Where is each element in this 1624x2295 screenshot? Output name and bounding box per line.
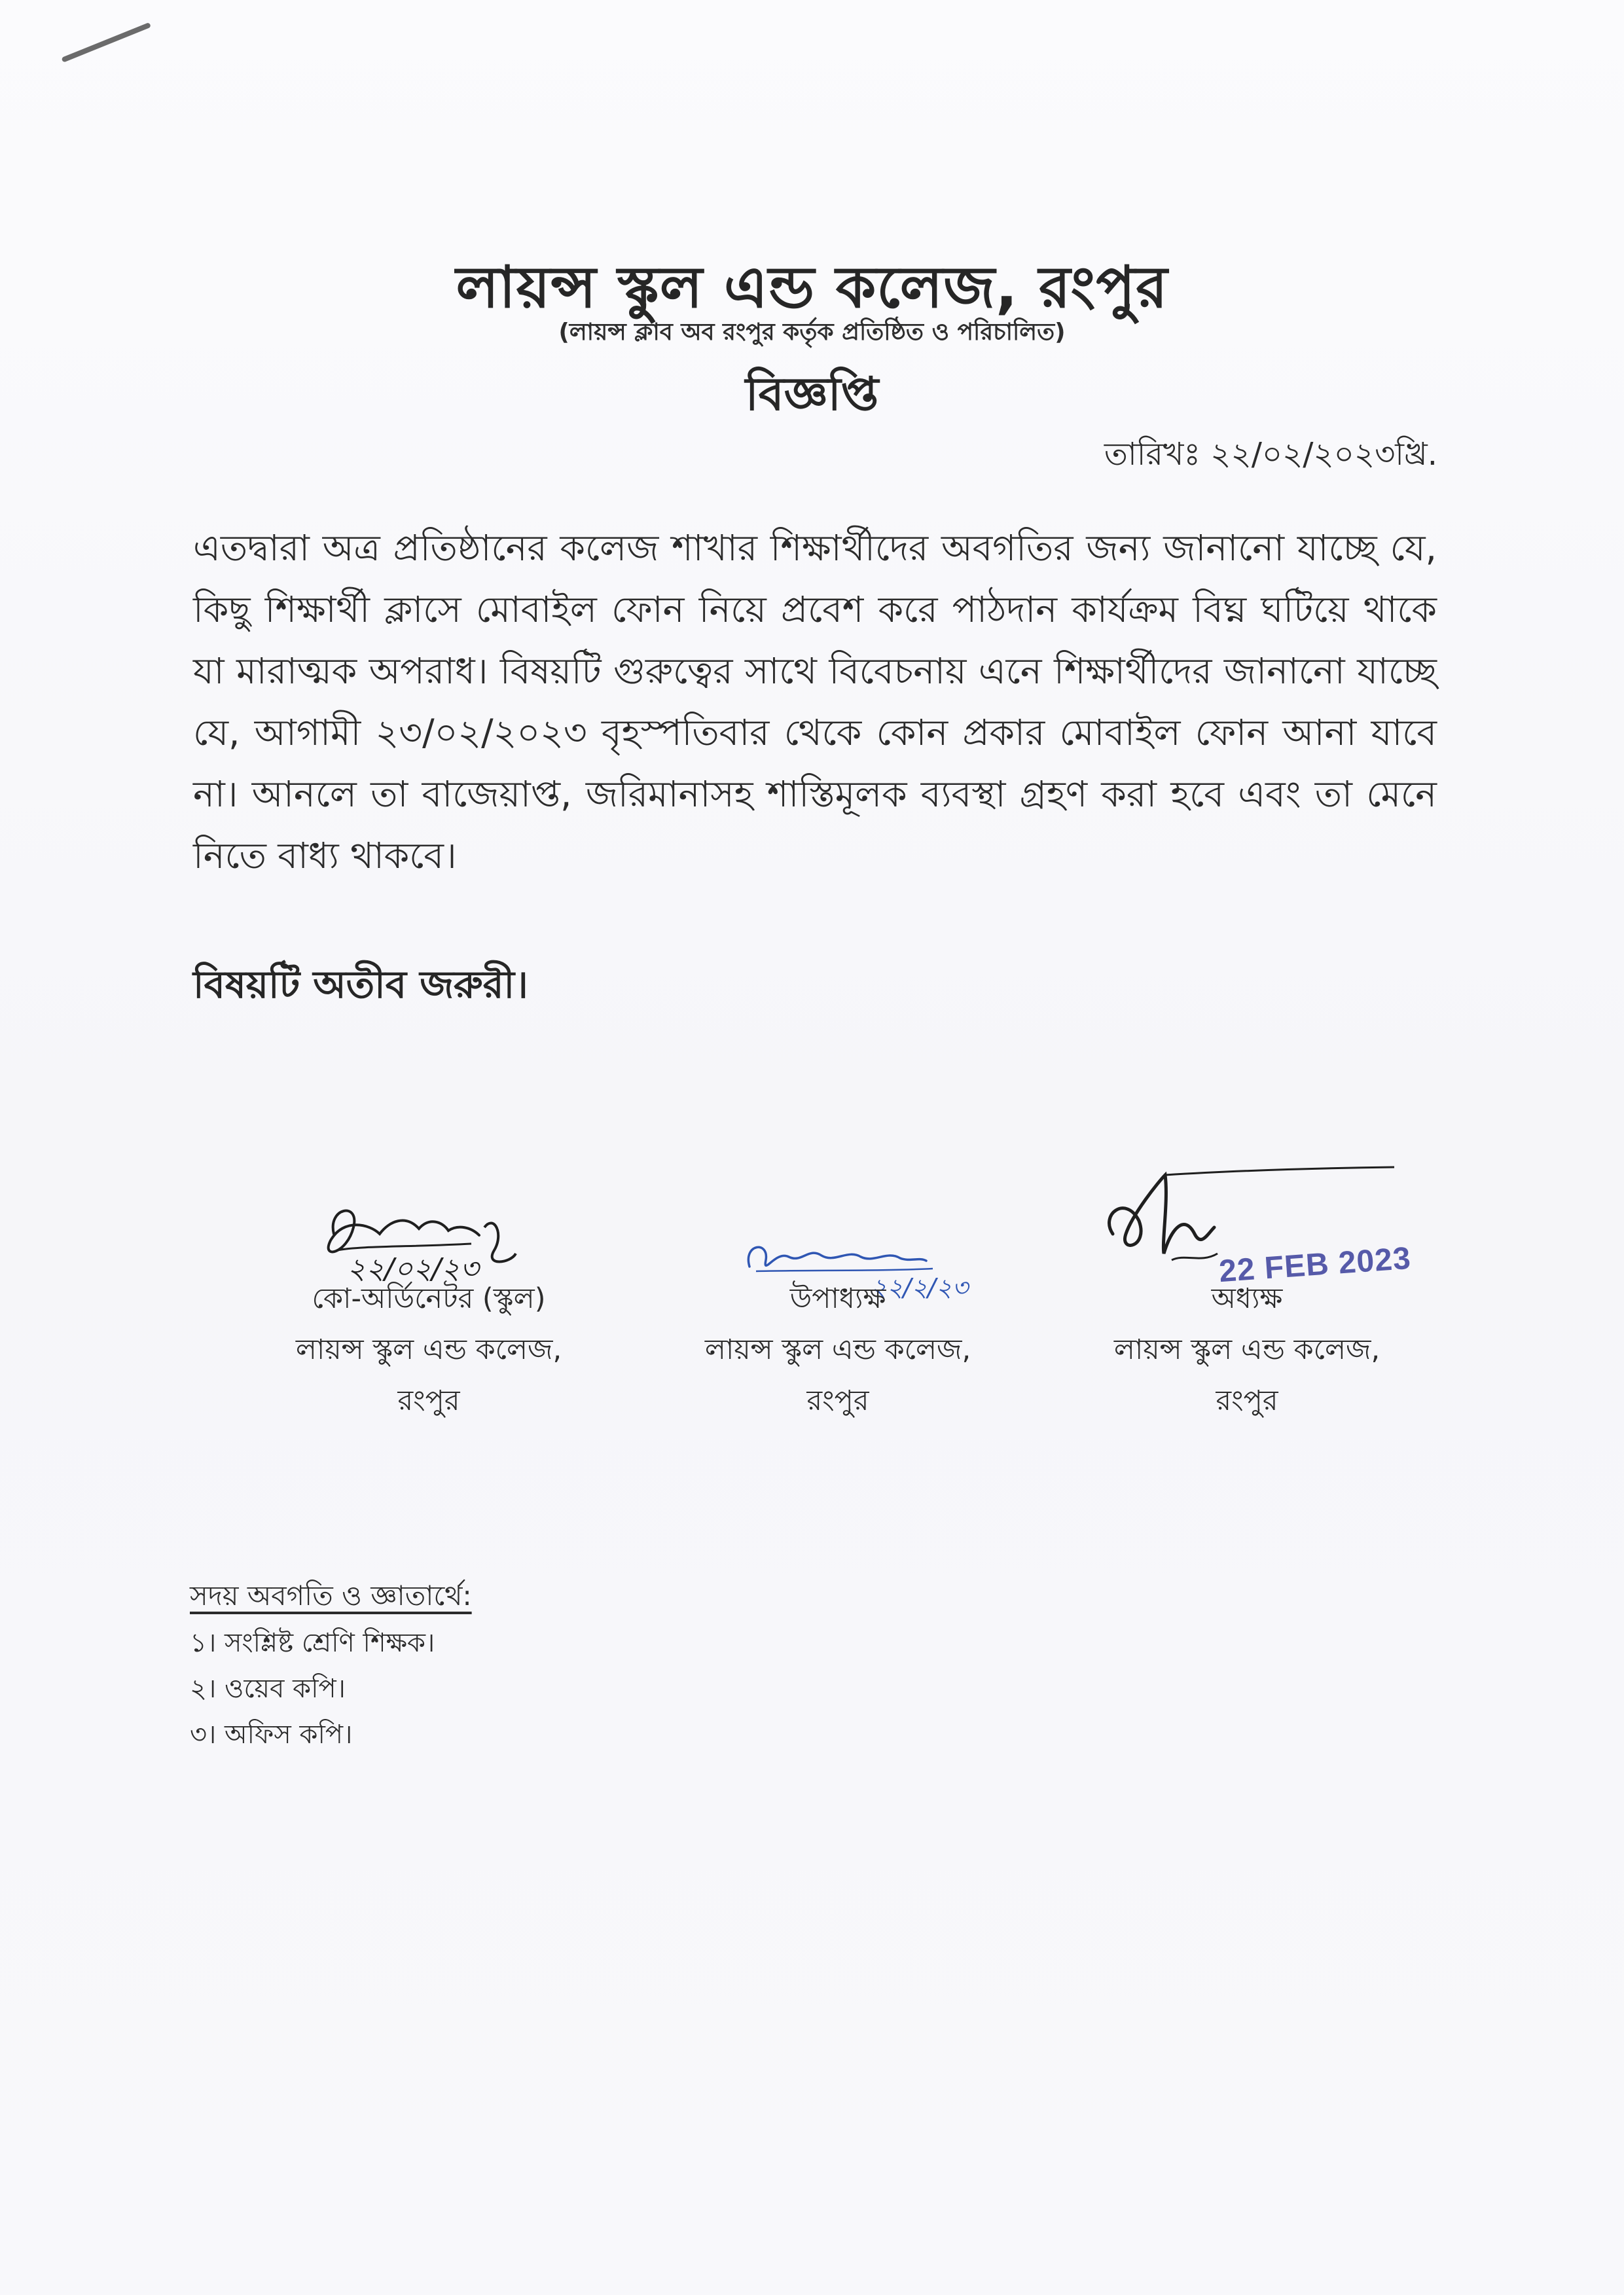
coordinator-signature	[308, 1188, 524, 1286]
received-date-stamp: 22 FEB 2023	[1218, 1240, 1413, 1290]
school-name: লায়ন্স স্কুল এন্ড কলেজ, রংপুর	[456, 253, 1168, 321]
coordinator-handwritten-date: ২২/০২/২৩	[347, 1252, 479, 1286]
signatory-org: লায়ন্স স্কুল এন্ড কলেজ,	[1113, 1333, 1380, 1366]
school-subtitle: (লায়ন্স ক্লাব অব রংপুর কর্তৃক প্রতিষ্ঠিত ও পরিচালিত)	[558, 319, 1066, 346]
signatory-org: লায়ন্স স্কুল এন্ড কলেজ,	[295, 1333, 562, 1366]
list-item: ২। ওয়েব কপি।	[190, 1674, 346, 1704]
signatory-role: উপাধ্যক্ষ	[789, 1282, 886, 1315]
vice-principal-handwritten-date: ২২/২/২৩	[871, 1273, 969, 1302]
cc-heading: সদয় অবগতি ও জ্ঞাতার্থে:	[190, 1580, 472, 1612]
cc-list	[190, 1620, 435, 1758]
notice-body: এতদ্বারা অত্র প্রতিষ্ঠানের কলেজ শাখার শিক্ষার্থীদের অবগতির জন্য জানানো যাচ্ছে যে, কিছু শিক্ষার্থী ক্লাসে মোবাইল ফোন নিয়ে প্রবেশ করে পাঠদান কার্যক্রম বিঘ্ন ঘটিয়ে থাকে যা মারাত্মক অপরাধ। বিষয়টি গুরুত্বের সাথে বিবেচনায় এনে শিক্ষার্থীদের জানানো যাচ্ছে যে, আগামী ২৩/০২/২০২৩ বৃহস্পতিবার থেকে কোন প্রকার মোবাইল ফোন আনা যাবে না। আনলে তা বাজেয়াপ্ত, জরিমানাসহ শাস্তিমূলক ব্যবস্থা গ্রহণ করা হবে এবং তা মেনে নিতে বাধ্য থাকবে।	[193, 527, 1437, 876]
signatory-principal	[1038, 1273, 1456, 1426]
signatory-vice-principal	[628, 1273, 1047, 1426]
signatory-role: অধ্যক্ষ	[1211, 1282, 1283, 1315]
signatory-city: রংপুর	[397, 1384, 460, 1417]
list-item: ১। সংশ্লিষ্ট শ্রেণি শিক্ষক।	[190, 1628, 435, 1658]
notice-date: তারিখঃ ২২/০২/২০২৩খ্রি.	[1104, 436, 1437, 473]
notice-title: বিজ্ঞপ্তি	[745, 367, 879, 421]
signatory-coordinator	[219, 1273, 638, 1426]
urgent-note: বিষয়টি অতীব জরুরী।	[193, 962, 528, 1007]
list-item: ৩। অফিস কপি।	[190, 1720, 353, 1750]
signatory-city: রংপুর	[1216, 1384, 1278, 1417]
staple-mark	[62, 22, 151, 63]
signatory-city: রংপুর	[806, 1384, 869, 1417]
signatory-org: লায়ন্স স্কুল এন্ড কলেজ,	[704, 1333, 971, 1366]
signatory-role: কো-অর্ডিনেটর (স্কুল)	[312, 1282, 546, 1315]
